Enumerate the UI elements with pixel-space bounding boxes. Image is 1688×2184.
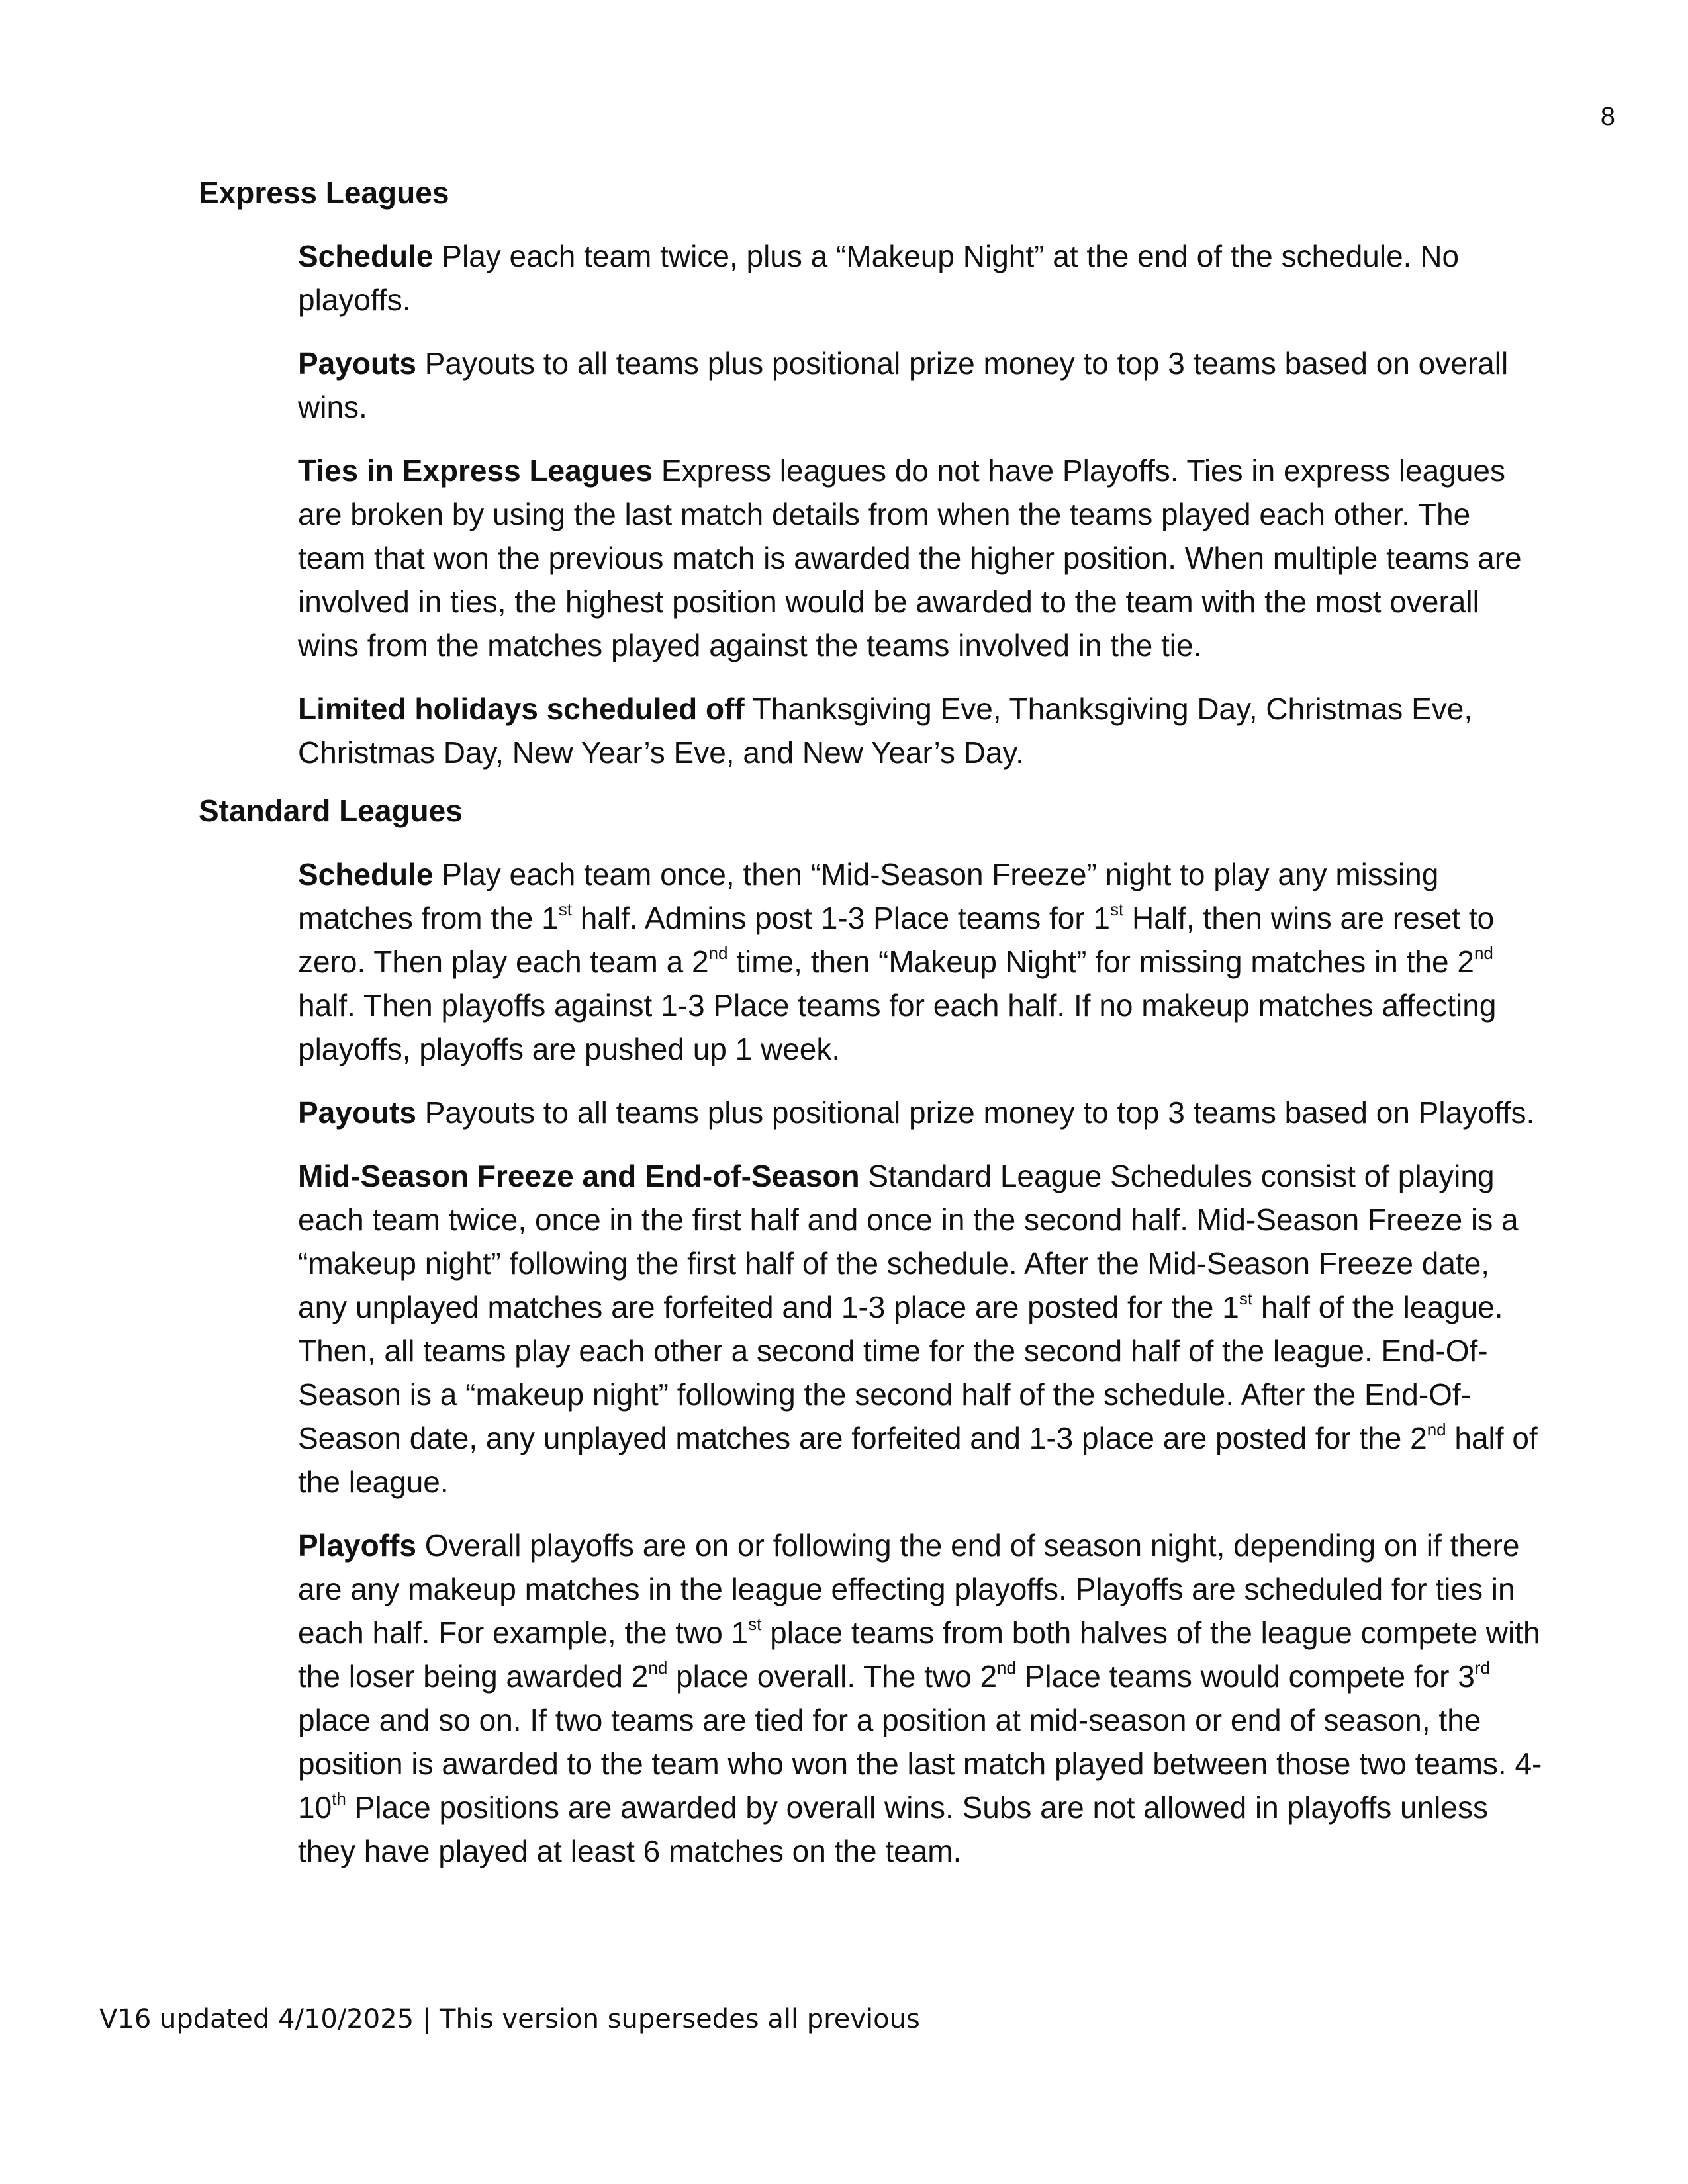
paragraph — [298, 1091, 1542, 1134]
document-footer: V16 updated 4/10/2025 | This version supersedes all previous — [99, 2004, 920, 2034]
ordinal-suffix: st — [1239, 1288, 1253, 1308]
paragraph-text: Express leagues do not have Playoffs. Ties in express leagues are broken by using the last match details from when the teams played each other. The team that won the previous match is awarded the higher position. When multiple teams are involved in ties, the highest position would be awarded to the team with the most overall wins from the matches played against the teams involved in the tie. — [298, 453, 1522, 662]
paragraph-text: half. Admins post 1-3 Place teams for 1 — [571, 901, 1111, 935]
paragraph-text: place overall. The two 2 — [667, 1659, 998, 1694]
paragraph-term: Playoffs — [298, 1528, 416, 1563]
paragraph-term: Mid-Season Freeze and End-of-Season — [298, 1159, 860, 1193]
paragraph — [298, 852, 1542, 1071]
paragraph-term: Limited holidays scheduled off — [298, 692, 745, 726]
paragraph — [298, 234, 1542, 322]
paragraph-term: Payouts — [298, 346, 416, 381]
paragraph-text: place teams from both halves of the league compete with the loser being awarded 2 — [298, 1615, 1540, 1694]
paragraph-term: Schedule — [298, 857, 434, 891]
paragraph-text: place and so on. If two teams are tied for a position at mid-season or end of season, the position is awarded to the team who won the last match played between those two teams. 4-10 — [298, 1703, 1542, 1825]
paragraph-text: half. Then playoffs against 1-3 Place teams for each half. If no makeup matches affecting playoffs, playoffs are pushed up 1 week. — [298, 988, 1497, 1066]
section-heading: Express Leagues — [199, 175, 449, 210]
document-body — [199, 171, 1589, 1873]
paragraph — [298, 687, 1542, 774]
paragraph-text: half of the league. Then, all teams play each other a second time for the second half of the league. End-Of-Season is a “makeup night” following the second half of the schedule. After the End-Of-Season date, any unplayed matches are forfeited and 1-3 place are posted for the 2 — [298, 1290, 1503, 1455]
paragraph-text: Thanksgiving Eve, Thanksgiving Day, Christmas Eve, Christmas Day, New Year’s Eve, and New Year’s Day. — [298, 692, 1473, 770]
paragraph-term: Payouts — [298, 1095, 416, 1130]
page-number: 8 — [1600, 102, 1615, 131]
ordinal-suffix: st — [748, 1614, 762, 1634]
paragraph-text: Place positions are awarded by overall wins. Subs are not allowed in playoffs unless they have played at least 6 matches on the team. — [298, 1790, 1488, 1868]
paragraph-text: Half, then wins are reset to zero. Then play each team a 2 — [298, 901, 1495, 979]
paragraph — [298, 341, 1542, 429]
ordinal-suffix: nd — [648, 1657, 668, 1678]
paragraph-text: Play each team twice, plus a “Makeup Night” at the end of the schedule. No playoffs. — [298, 239, 1460, 317]
ordinal-suffix: rd — [1474, 1657, 1490, 1678]
ordinal-suffix: st — [558, 899, 572, 919]
ordinal-suffix: nd — [997, 1657, 1016, 1678]
paragraph-text: Standard League Schedules consist of playing each team twice, once in the first half and once in the second half. Mid-Season Freeze is a “makeup night” following the first half of the schedule. After the Mid-Season Freeze date, any unplayed matches are forfeited and 1-3 place are posted for the 1 — [298, 1159, 1519, 1324]
paragraph-text: Overall playoffs are on or following the end of season night, depending on if there are any makeup matches in the league effecting playoffs. Playoffs are scheduled for ties in each half. For example, the two 1 — [298, 1528, 1520, 1650]
ordinal-suffix: nd — [1474, 942, 1493, 963]
paragraph — [298, 449, 1542, 667]
ordinal-suffix: st — [1110, 899, 1124, 919]
paragraph-text: Place teams would compete for 3 — [1015, 1659, 1475, 1694]
paragraph-text: half of the league. — [298, 1421, 1538, 1499]
paragraph-text: Payouts to all teams plus positional prize money to top 3 teams based on Playoffs. — [424, 1095, 1535, 1130]
section-heading: Standard Leagues — [199, 794, 463, 828]
ordinal-suffix: nd — [708, 942, 728, 963]
paragraph-text: time, then “Makeup Night” for missing matches in the 2 — [727, 944, 1474, 979]
ordinal-suffix: nd — [1427, 1419, 1446, 1439]
paragraph-term: Schedule — [298, 239, 434, 273]
ordinal-suffix: th — [332, 1788, 346, 1809]
paragraph — [298, 1524, 1542, 1873]
paragraph-text: Payouts to all teams plus positional prize money to top 3 teams based on overall wins. — [298, 346, 1509, 424]
paragraph-term: Ties in Express Leagues — [298, 453, 653, 488]
paragraph — [298, 1154, 1542, 1504]
paragraph-text: Play each team once, then “Mid-Season Freeze” night to play any missing matches from the 1 — [298, 857, 1439, 935]
